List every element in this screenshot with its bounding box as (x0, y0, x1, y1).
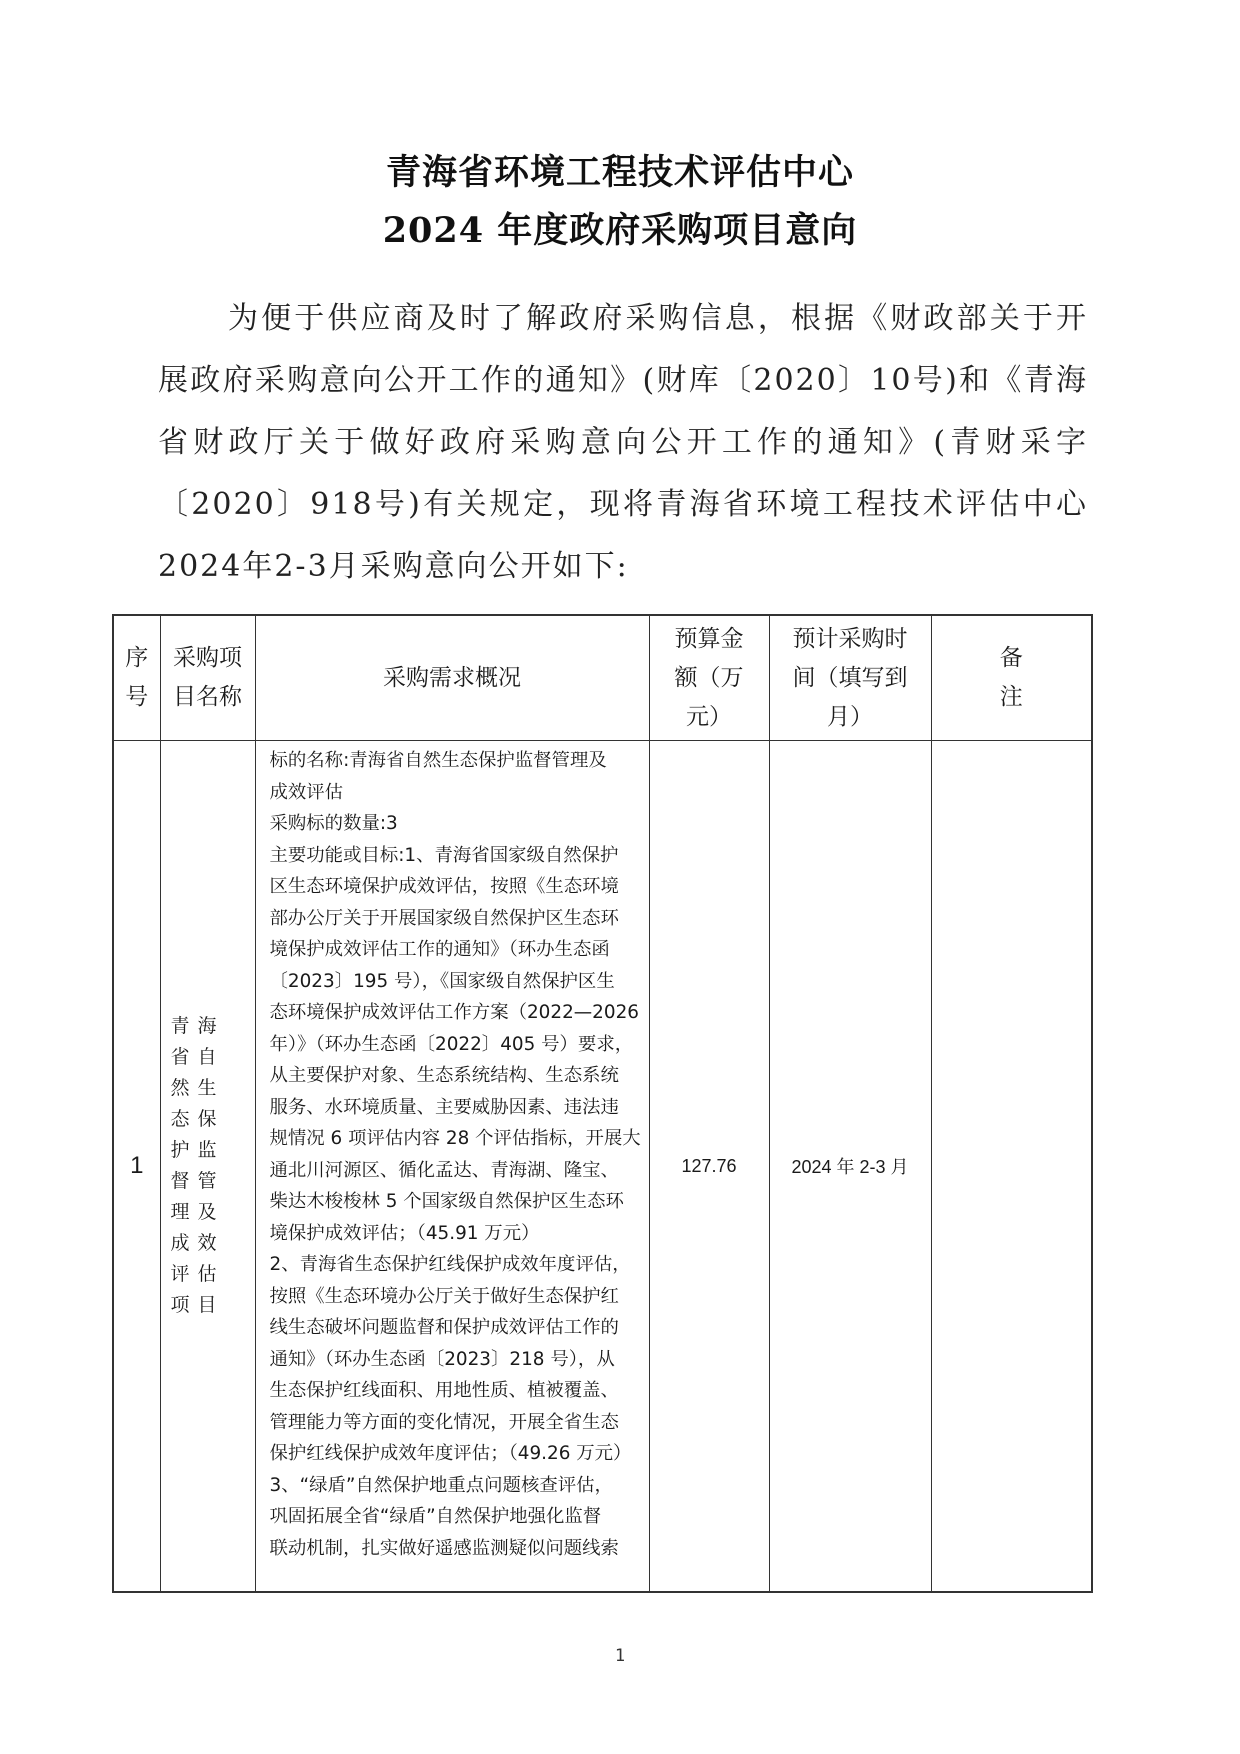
intro-paragraph: 为便于供应商及时了解政府采购信息，根据《财政部关于开展政府采购意向公开工作的通知》(财库〔2020〕10号)和《青海省财政厅关于做好政府采购意向公开工作的通知》(青财采字〔2020〕918号)有关规定，现将青海省环境工程技术评估中心2024年2-3月采购意向公开如下: (158, 301, 1088, 584)
requirements-line: 联动机制，扎实做好遥感监测疑似问题线索 (269, 1537, 619, 1559)
header-remarks-label: 备注 (999, 645, 1023, 710)
requirements-line: 境保护成效评估；（45.91 万元） (269, 1222, 540, 1244)
requirements-line: 柴达木梭梭林 5 个国家级自然保护区生态环 (269, 1191, 624, 1212)
header-time (769, 615, 931, 741)
cell-time: 2024 年 2-3 月 (769, 741, 931, 1593)
header-budget-label: 预算金额（万元） (674, 625, 744, 730)
requirements-line: 按照《生态环境办公厅关于做好生态保护红 (269, 1285, 619, 1307)
requirements-line: 线生态破坏问题监督和保护成效评估工作的 (269, 1317, 619, 1338)
cell-budget: 127.76 (649, 741, 769, 1593)
requirements-line: 2、青海省生态保护红线保护成效年度评估， (269, 1254, 631, 1275)
procurement-table (112, 614, 1093, 1593)
requirements-line: 3、“绿盾”自然保护地重点问题核查评估， (269, 1474, 613, 1496)
requirements-line: 规情况 6 项评估内容 28 个评估指标，开展大 (269, 1128, 641, 1149)
requirements-line: 境保护成效评估工作的通知》（环办生态函 (269, 939, 610, 960)
header-remarks (931, 615, 1092, 741)
requirements-line: 年）》（环办生态函〔2022〕405 号）要求， (269, 1033, 634, 1055)
header-project-name-label: 采购项目名称 (173, 645, 242, 710)
requirements-line: 管理能力等方面的变化情况，开展全省生态 (269, 1411, 619, 1433)
requirements-line: 通知》（环办生态函〔2023〕218 号），从 (269, 1348, 615, 1370)
title-line-org: 青海省环境工程技术评估中心 (385, 152, 854, 193)
requirements-line: 保护红线保护成效年度评估；（49.26 万元） (269, 1443, 632, 1464)
requirements-line: 采购标的数量:3 (269, 813, 398, 834)
table-header-row (113, 615, 1092, 741)
requirements-line: 部办公厅关于开展国家级自然保护区生态环 (269, 907, 619, 929)
requirements-line: 标的名称:青海省自然生态保护监督管理及 (269, 750, 607, 771)
header-seq-label: 序号 (125, 645, 149, 710)
requirements-line: 主要功能或目标:1、青海省国家级自然保护 (269, 844, 619, 866)
requirements-line: 巩固拓展全省“绿盾”自然保护地强化监督 (269, 1506, 602, 1527)
requirements-line: 通北川河源区、循化孟达、青海湖、隆宝、 (269, 1159, 619, 1181)
requirements-line: 区生态环境保护成效评估，按照《生态环境 (269, 876, 619, 897)
header-requirements (255, 615, 649, 741)
page-number: 1 (614, 1646, 626, 1666)
cell-project-name: 青海省自然生态保护监督管理及成效评估项目 (160, 741, 255, 1593)
cell-seq: 1 (113, 741, 160, 1593)
requirements-line: 〔2023〕195 号），《国家级自然保护区生 (269, 970, 615, 992)
cell-remarks (931, 741, 1092, 1593)
title-line-subject: 2024 年度政府采购项目意向 (382, 210, 858, 251)
requirements-line: 服务、水环境质量、主要威胁因素、违法违 (269, 1096, 619, 1118)
requirements-line: 态环境保护成效评估工作方案（2022—2026 (269, 1002, 639, 1023)
header-seq (113, 615, 160, 741)
cell-requirements (255, 741, 649, 1593)
requirements-line: 生态保护红线面积、用地性质、植被覆盖、 (269, 1380, 619, 1401)
requirements-line: 从主要保护对象、生态系统结构、生态系统 (269, 1065, 619, 1086)
header-budget (649, 615, 769, 741)
requirements-line: 成效评估 (269, 781, 344, 803)
header-project-name (160, 615, 255, 741)
requirements-text (270, 745, 643, 1564)
header-time-label: 预计采购时间（填写到月） (792, 625, 908, 730)
table-row (113, 741, 1092, 1593)
header-requirements-label: 采购需求概况 (383, 664, 521, 691)
